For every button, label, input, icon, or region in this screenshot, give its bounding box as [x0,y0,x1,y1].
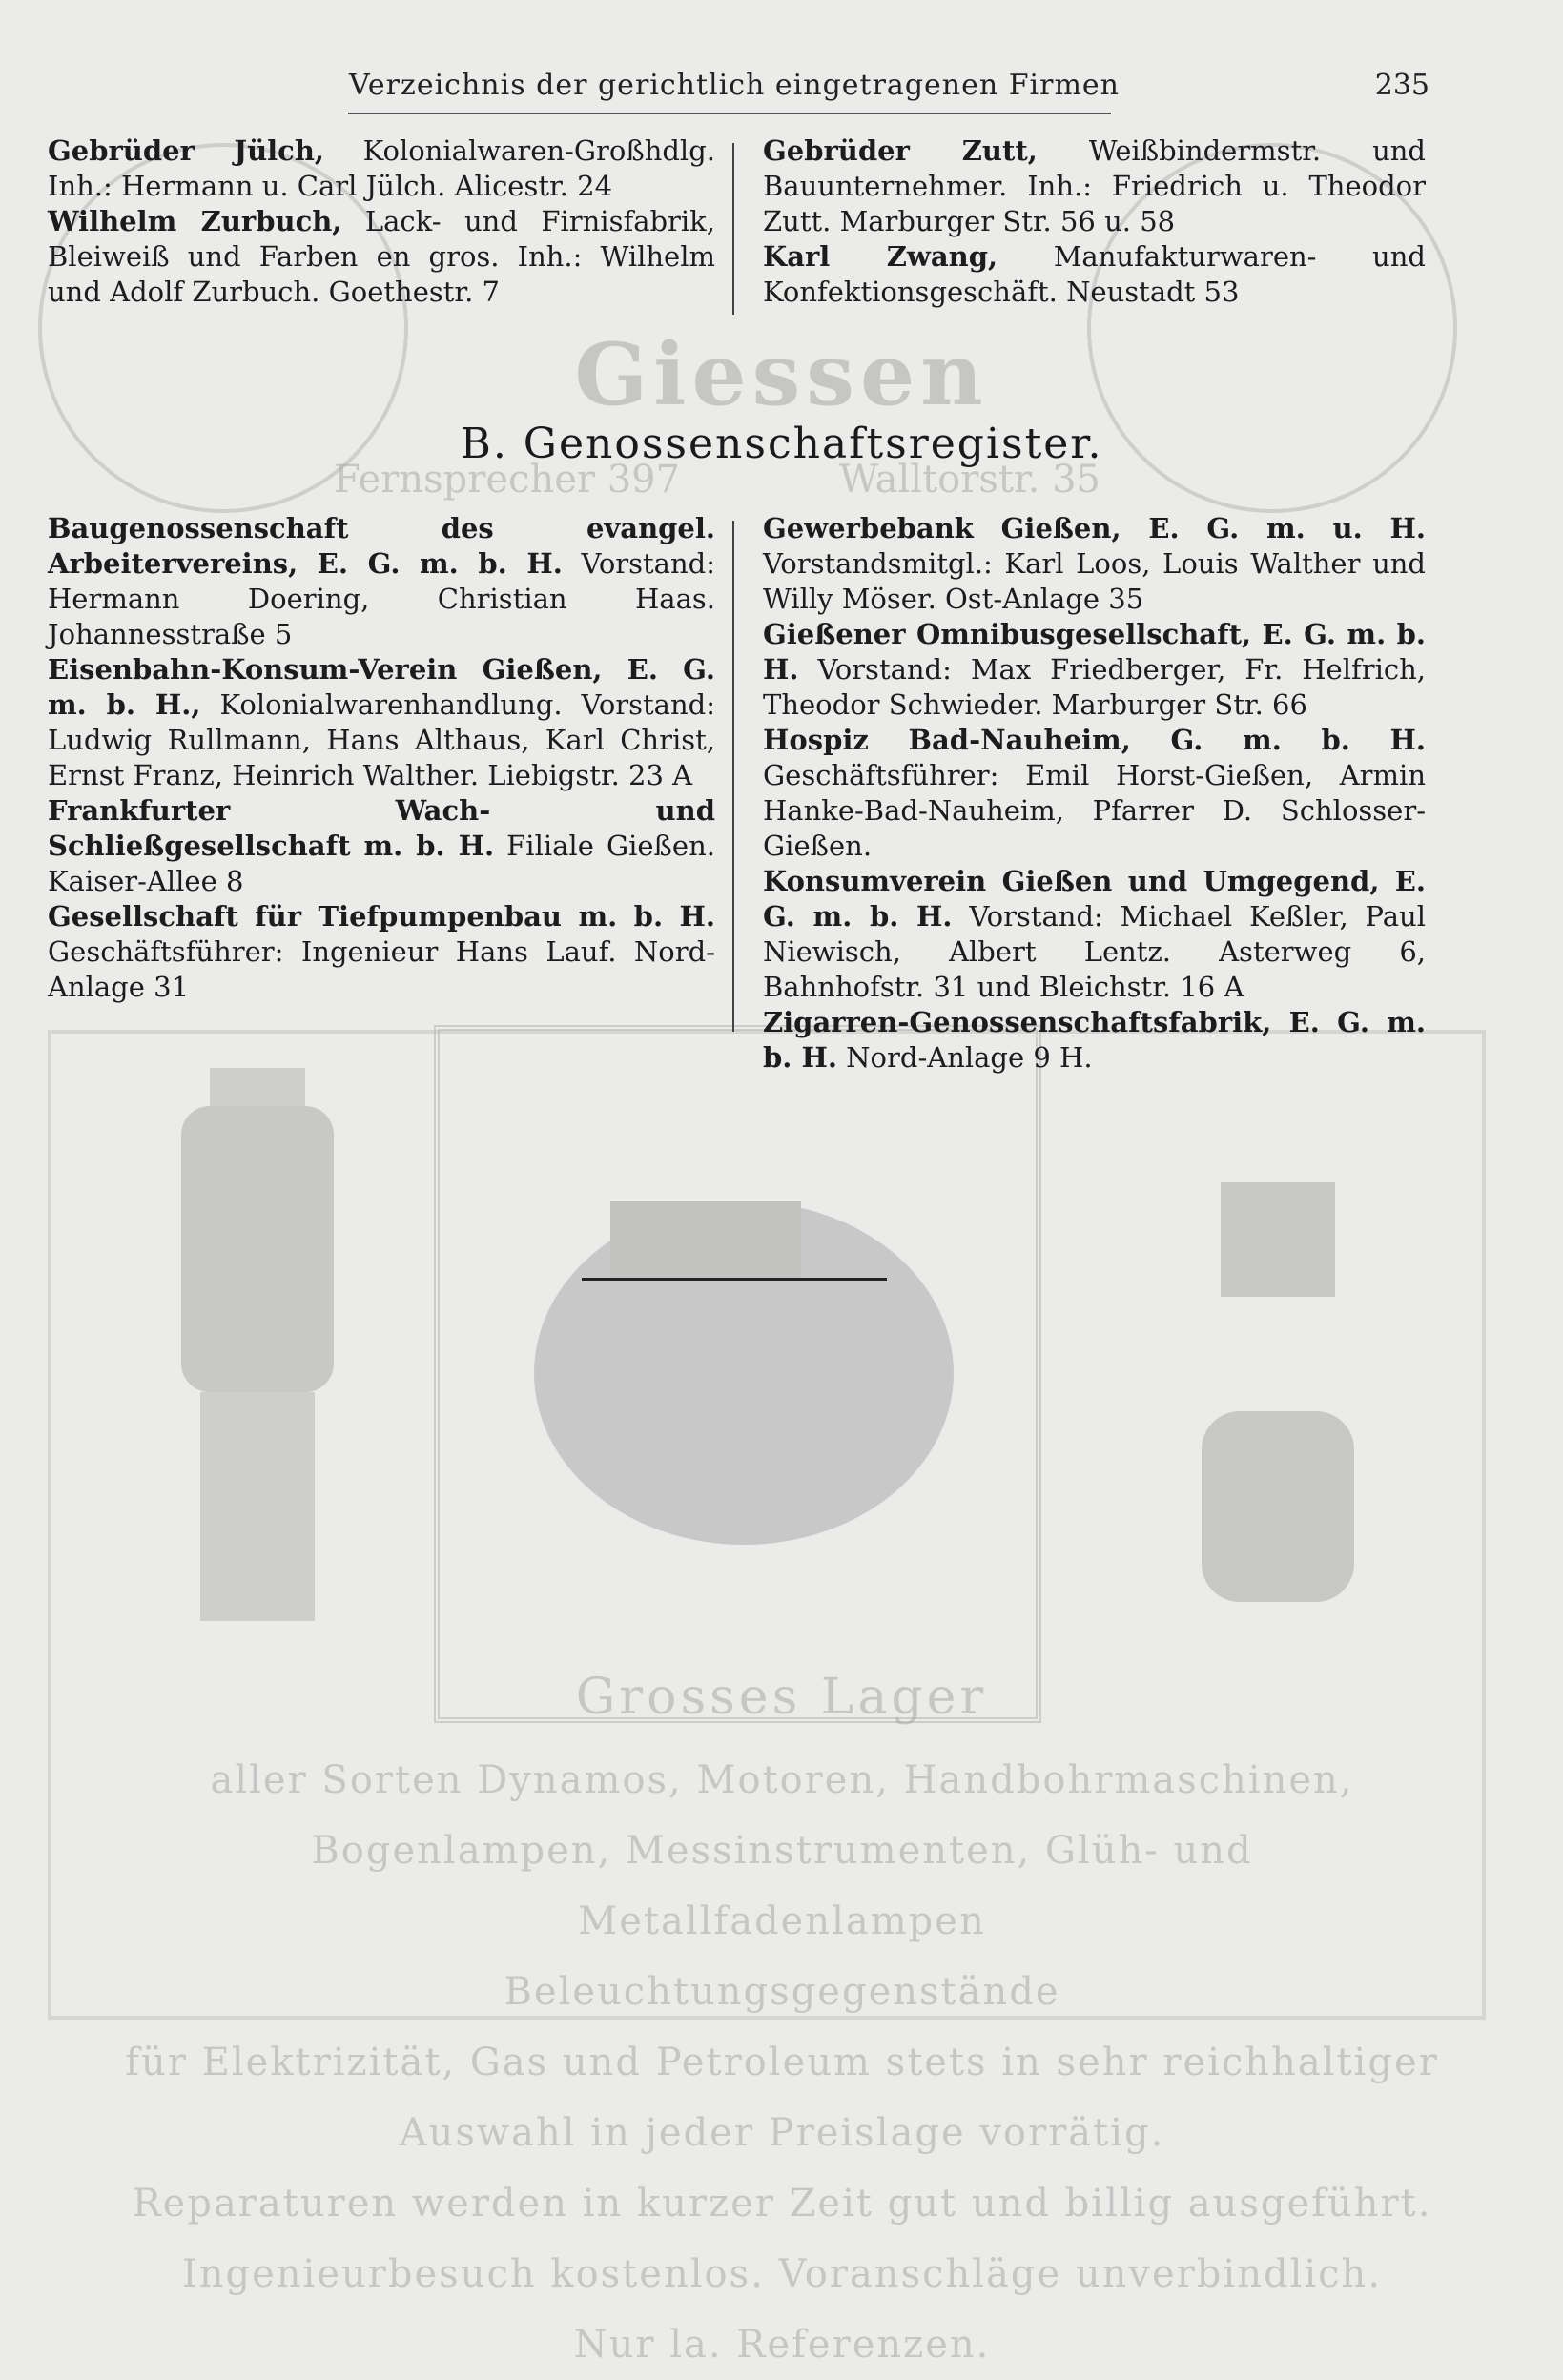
firm-details: Kolonialwaren-Großhdlg. Inh.: Hermann u. Carl Jülch. Alicestr. 24 [48,134,715,202]
firm-entry [48,204,715,310]
cooperative-entry [48,511,715,652]
firm-name: Wilhelm Zurbuch, [48,205,342,237]
cooperative-entry [763,864,1426,1005]
cooperative-entry [48,652,715,793]
show-through-body: aller Sorten Dynamos, Motoren, Handbohrmaschinen, Bogenlampen, Messinstrumenten, Glüh- und Metallfadenlampen Beleuchtungsgegenstände für Elektrizität, Gas und Petroleum stets in sehr reichhaltiger Auswahl in jeder Preislage vorrätig. Reparaturen werden in kurzer Zeit gut und billig ausgeführt. Ingenieurbesuch kostenlos. Voranschläge unverbindlich. Nur la. Referenzen. [125,1758,1439,2367]
cooperative-details: Vorstand: Max Friedberger, Fr. Helfrich, Theodor Schwieder. Marburger Str. 66 [763,653,1426,721]
cooperative-details: Kolonialwarenhandlung. Vorstand: Ludwig Rullmann, Hans Althaus, Karl Christ, Ernst Franz, Heinrich Walther. Liebigstr. 23 A [48,688,715,791]
firms-right-column [763,133,1426,310]
cooperative-details: Vorstand: Hermann Doering, Christian Haas. Johannesstraße 5 [48,547,715,650]
cooperative-details: Geschäftsführer: Ingenieur Hans Lauf. Nord-Anlage 31 [48,935,715,1003]
cooperatives-right-column [763,511,1426,1076]
firm-name: Karl Zwang, [763,240,998,273]
cooperative-name: Eisenbahn-Konsum-Verein Gießen, E. G. m. b. H., [48,653,715,721]
show-through-phone: Fernsprecher 397 [334,458,681,502]
show-through-pump-illustration [1125,1068,1411,1640]
cooperatives-left-column [48,511,715,1005]
cooperative-name: Gewerbebank Gießen, E. G. m. u. H. [763,512,1426,544]
firm-name: Gebrüder Jülch, [48,134,325,167]
column-divider [732,521,734,1032]
header-rule [348,113,1111,114]
cooperative-entry [763,617,1426,723]
cooperative-details: Vorstand: Michael Keßler, Paul Niewisch, Albert Lentz. Asterweg 6, Bahnhofstr. 31 und Bleichstr. 16 A [763,900,1426,1003]
firm-details: Weißbindermstr. und Bauunternehmer. Inh.: Friedrich u. Theodor Zutt. Marburger Str. 56 u. 58 [763,134,1426,237]
firm-details: Lack- und Firnisfabrik, Bleiweiß und Farben en gros. Inh.: Wilhelm und Adolf Zurbuch. Goethestr. 7 [48,205,715,308]
cooperative-entry [763,723,1426,864]
show-through-brand: Giessen [574,324,989,425]
firm-entry [763,133,1426,239]
running-header [0,69,1563,116]
cooperative-entry [48,793,715,899]
end-rule [582,1278,887,1281]
page-number: 235 [1374,69,1429,102]
column-divider [732,143,734,315]
cooperative-name: Gießener Omnibusgesellschaft, E. G. m. b. H. [763,618,1426,686]
cooperative-name: Zigarren-Genossenschaftsfabrik, E. G. m. b. H. [763,1006,1426,1074]
cooperative-name: Hospiz Bad-Nauheim, G. m. b. H. [763,724,1426,756]
cooperative-details: Nord-Anlage 9 H. [836,1041,1093,1074]
show-through-street: Walltorstr. 35 [839,458,1101,502]
firms-left-column [48,133,715,310]
firm-entry [48,133,715,204]
show-through-heading: Grosses Lager [575,1669,988,1726]
cooperative-name: Gesellschaft für Tiefpumpenbau m. b. H. [48,900,715,933]
show-through-lamp-illustration [143,1049,372,1640]
cooperative-name: Baugenossenschaft des evangel. Arbeitervereins, E. G. m. b. H. [48,512,715,580]
cooperative-details: Geschäftsführer: Emil Horst-Gießen, Armin Hanke-Bad-Nauheim, Pfarrer D. Schlosser-Gießen. [763,759,1426,862]
firm-details: Manufakturwaren- und Konfektionsgeschäft. Neustadt 53 [763,240,1426,308]
cooperative-entry [763,511,1426,617]
cooperative-details: Filiale Gießen. Kaiser-Allee 8 [48,830,715,897]
firm-entry [763,239,1426,310]
cooperative-entry [763,1005,1426,1076]
running-title: Verzeichnis der gerichtlich eingetragenen Firmen [349,69,1120,102]
cooperative-name: Frankfurter Wach- und Schließgesellschaft m. b. H. [48,794,715,862]
cooperative-name: Konsumverein Gießen und Umgegend, E. G. m. b. H. [763,865,1426,933]
cooperative-entry [48,899,715,1005]
firm-name: Gebrüder Zutt, [763,134,1038,167]
cooperative-details: Vorstandsmitgl.: Karl Loos, Louis Walther und Willy Möser. Ost-Anlage 35 [763,547,1426,615]
section-heading: B. Genossenschaftsregister. [460,420,1103,468]
show-through-motor-illustration [496,1125,992,1621]
